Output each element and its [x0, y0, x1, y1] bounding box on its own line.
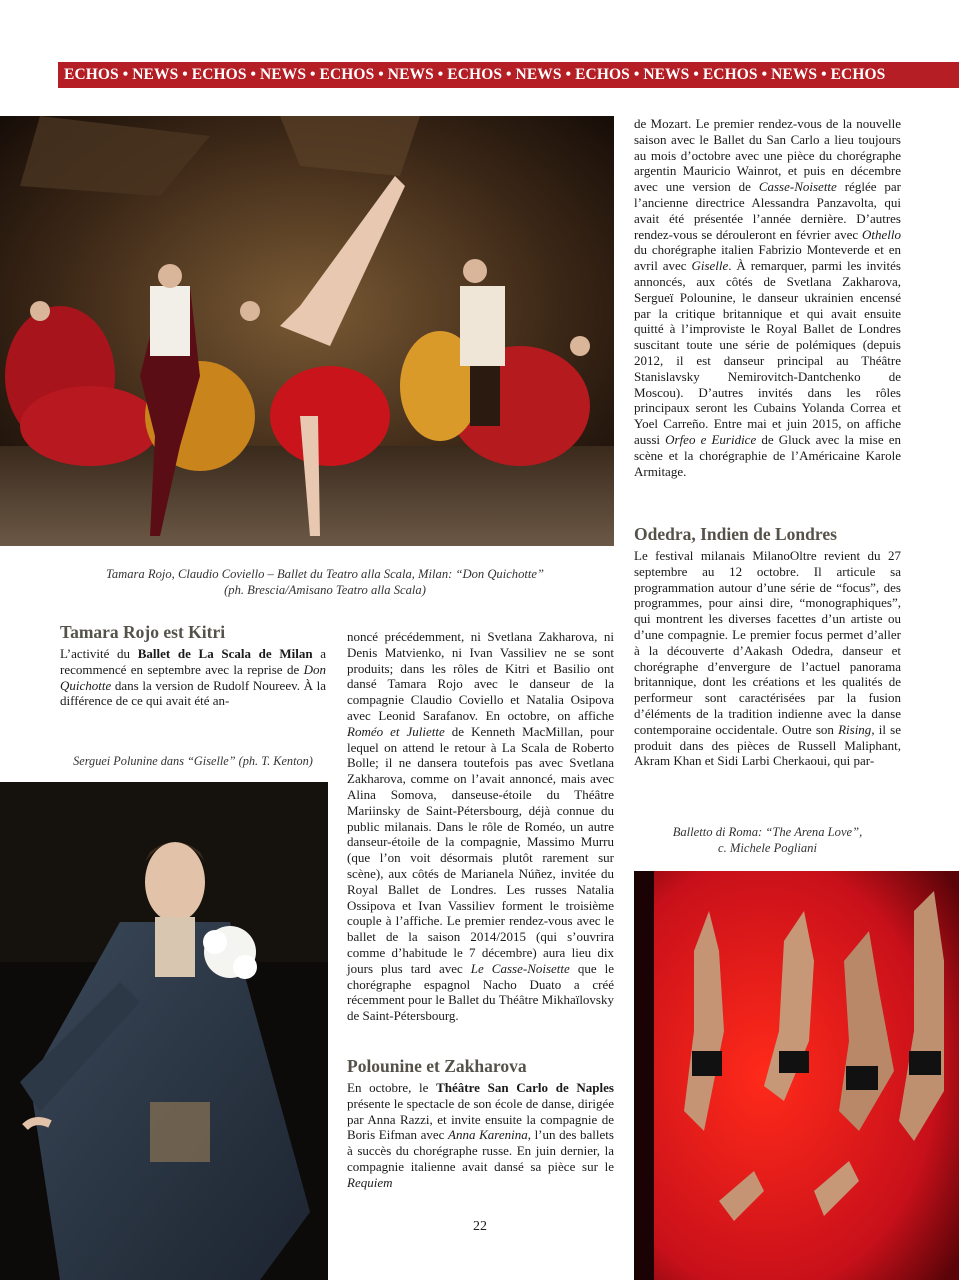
kitri-heading: Tamara Rojo est Kitri	[60, 622, 226, 642]
page-number: 22	[473, 1219, 487, 1234]
arena-caption-line-2: c. Michele Pogliani	[718, 841, 817, 855]
top-caption-line-1: Tamara Rojo, Claudio Coviello – Ballet du Teatro alla Scala, Milan: “Don Quichotte”	[106, 567, 544, 581]
don-quichotte-photo	[0, 116, 614, 546]
polounine-text-col2: En octobre, le Théâtre San Carlo de Naples présente le spectacle de son école de danse, dirigée par Anna Razzi, et invite ensuite la compagnie de Boris Eifman avec Anna Karenina, l’un des ballets à succès du chorégraphe russe. En juin dernier, la compagnie italienne avait dansé sa pièce sur le Requiem	[347, 1080, 614, 1190]
kitri-text-col2: noncé précédemment, ni Svetlana Zakharova, ni Denis Matvienko, ni Ivan Vassiliev ne se sont produits; dans les rôles de Kitri et Basilio ont dansé Tamara Rojo avec le danseur de la compagnie Claudio Coviello et Natalia Osipova avec Leonid Sarafanov. En octobre, on affiche Roméo et Juliette de Kenneth MacMillan, pour lequel on attend le retour à La Scala de Roberto Bolle; il ne dansera toutefois pas avec Svetlana Zakharova, comme on l’avait annoncé, mais avec Alina Somova, danseuse-étoile du Théâtre Mariinsky de Saint-Pétersbourg, déjà connue du public milanais. Dans le rôle de Roméo, un autre danseur-étoile de la compagnie, Massimo Murru (que l’on voit désormais plutôt rarement sur scène), aux côtés de Marianela Núñez, invitée du Royal Ballet de Londres. Les russes Natalia Ossipova et Ivan Vassiliev forment le troisième couple à l’affiche. Le premier rendez-vous avec le ballet de la saison 2014/2015 (qui s’ouvrira comme d’habitude le 7 décembre) aura lieu dix jours plus tard avec Le Casse-Noisette que le chorégraphe espagnol Nacho Duato a créé récemment pour le Ballet du Théâtre Mikhaïlovsky de Saint-Pétersbourg.	[347, 629, 614, 1024]
arena-caption	[634, 824, 901, 856]
arena-caption-line-1: Balletto di Roma: “The Arena Love”,	[672, 825, 863, 839]
polounine-text-col3: de Mozart. Le premier rendez-vous de la nouvelle saison avec le Ballet du San Carlo a lieu toujours au mois d’octobre avec une pièce du chorégraphe argentin Mauricio Wainrot, et puis en décembre avec une version de Casse-Noisette réglée par l’ancienne directrice Alessandra Panzavolta, qui avait été présentée l’année dernière. D’autres rendez-vous se dérouleront en février avec Othello du chorégraphe italien Fabrizio Monteverde et en avril avec Giselle. À remarquer, parmi les invités annoncés, aux côtés de Svetlana Zakharova, Sergueï Polounine, le danseur ukrainien encensé par la critique britannique et qui avait ensuite quitté à l’improviste le Royal Ballet de Londres suscitant toute une série de polémiques (depuis 2012, il est danseur principal au Théâtre Stanislavsky Nemirovitch-Dantchenko de Moscou). D’autres invités dans les rôles principaux seront les Cubains Yolanda Correa et Yoel Carreño. Entre mai et juin 2015, on affiche aussi Orfeo e Euridice de Gluck avec la mise en scène et la chorégraphie de l’Américaine Karole Armitage.	[634, 116, 902, 479]
echos-news-banner: ECHOS • NEWS • ECHOS • NEWS • ECHOS • NEWS • ECHOS • NEWS • ECHOS • NEWS • ECHOS • NEWS • ECHOS	[58, 62, 959, 88]
kitri-text-col1: L’activité du Ballet de La Scala de Milan a recommencé en septembre avec la reprise de Don Quichotte dans la version de Rudolf Noureev. À la différence de ce qui avait été an-	[60, 646, 326, 709]
arena-love-photo	[634, 871, 959, 1280]
polunine-photo	[0, 782, 328, 1280]
odedra-text: Le festival milanais MilanoOltre revient du 27 septembre au 12 octobre. Il articule sa programmation autour d’une série de “focus”, des programmes, pour ainsi dire, “monographiques”, qui montrent les diverses facettes d’un artiste ou d’une compagnie. Le premier focus permet d’aller à la découverte d’Aakash Odedra, danseur et chorégraphe d’envergure de l’actuel panorama britannique, dont les créations et les qualités de performeur sont caractérisées par la fusion d’éléments de la tradition indienne avec la danse contemporaine occidentale. Outre son Rising, il se produit dans des pièces de Russell Maliphant, Akram Khan et Sidi Larbi Cherkaoui, qui par-	[634, 548, 901, 769]
polunine-caption: Serguei Polunine dans “Giselle” (ph. T. Kenton)	[73, 754, 313, 768]
polounine-heading: Polounine et Zakharova	[347, 1056, 527, 1076]
odedra-heading: Odedra, Indien de Londres	[634, 524, 837, 544]
top-caption-line-2: (ph. Brescia/Amisano Teatro alla Scala)	[224, 583, 426, 597]
top-photo-caption	[40, 566, 610, 598]
